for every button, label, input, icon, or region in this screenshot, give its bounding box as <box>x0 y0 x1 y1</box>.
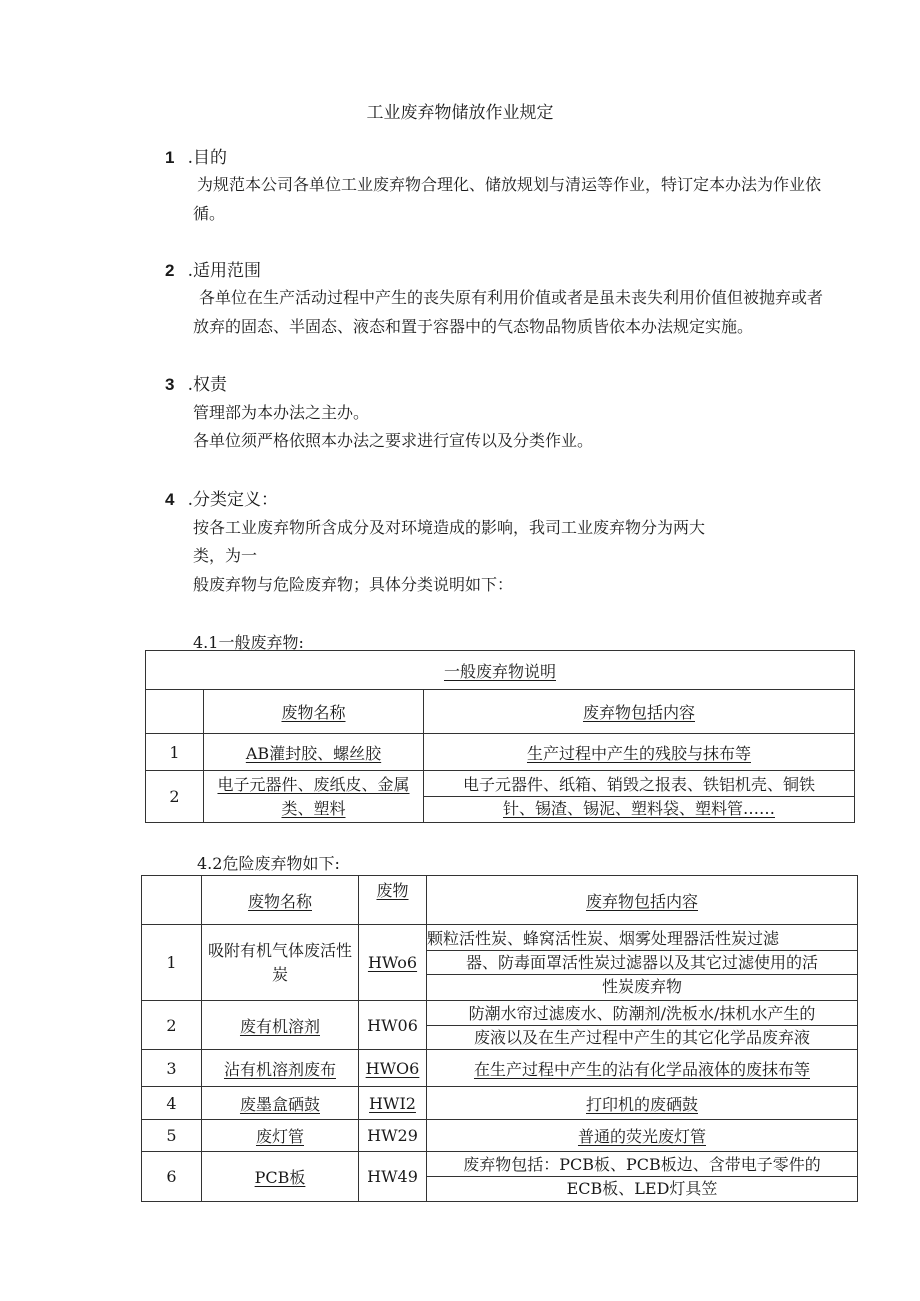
waste-name-cell <box>202 1152 359 1202</box>
waste-content-cell <box>424 771 855 823</box>
waste-name: 废灯管 <box>255 1127 304 1146</box>
table-row <box>142 1152 858 1202</box>
waste-name-cell <box>204 734 424 771</box>
paragraph-line: 各单位在生产活动过程中产生的丧失原有利用价值或者是虽未丧失利用价值但被抛弃或者 <box>199 288 824 307</box>
waste-name: 炭 <box>271 964 288 984</box>
table-row <box>142 1120 858 1152</box>
waste-content-cell <box>427 1050 858 1087</box>
section-title: .分类定义： <box>187 490 278 510</box>
table-header-row <box>142 876 858 925</box>
paragraph-line: 各单位须严格依照本办法之要求进行宣传以及分类作业。 <box>193 431 594 450</box>
waste-code <box>359 1050 427 1087</box>
waste-content: 普通的荧光废灯管 <box>577 1127 706 1146</box>
waste-content: 防潮水帘过滤废水、防潮剂/洗板水/抹机水产生的 <box>427 1002 857 1026</box>
table-row <box>146 771 855 823</box>
waste-content: 打印机的废硒鼓 <box>585 1094 698 1114</box>
hazardous-waste-label: 4.2危险废弃物如下: <box>197 854 340 873</box>
waste-content: 废弃物包括：PCB板、PCB板边、含带电子零件的 <box>427 1153 857 1177</box>
general-waste-table <box>145 650 855 823</box>
caption-text: 一般废弃物说明 <box>443 661 556 681</box>
paragraph-line: 为规范本公司各单位工业废弃物合理化、储放规划与清运等作业，特订定本办法为作业依 <box>197 175 822 194</box>
section-1-heading <box>165 143 227 168</box>
header-cell <box>359 876 427 925</box>
waste-content: 在生产过程中产生的沾有化学品液体的废抹布等 <box>473 1059 810 1079</box>
paragraph-line: 放弃的固态、半固态、液态和置于容器中的气态物品物质皆依本办法规定实施。 <box>193 317 754 336</box>
row-number: 4 <box>142 1087 202 1120</box>
waste-content: 颗粒活性炭、蜂窝活性炭、烟雾处理器活性炭过滤 <box>427 927 857 951</box>
waste-name-cell <box>202 1087 359 1120</box>
waste-name-cell <box>202 925 359 1001</box>
waste-code: HW49 <box>359 1152 427 1202</box>
waste-content-cell <box>427 1152 858 1202</box>
waste-name: 废墨盒硒鼓 <box>239 1094 320 1114</box>
row-number: 1 <box>142 925 202 1001</box>
code-text: HWO6 <box>365 1058 420 1078</box>
header-cell <box>146 690 204 734</box>
paragraph-line: 循。 <box>193 204 226 223</box>
table-row <box>142 925 858 1001</box>
waste-name: AB灌封胶、螺丝胶 <box>245 743 382 763</box>
header-cell <box>202 876 359 925</box>
table-row <box>142 1050 858 1087</box>
table-row <box>146 734 855 771</box>
section-title: .目的 <box>187 148 227 168</box>
section-4-heading <box>165 485 278 510</box>
waste-name-cell <box>204 771 424 823</box>
header-name: 废物名称 <box>247 891 312 911</box>
waste-name-cell <box>202 1050 359 1087</box>
paragraph-line: 管理部为本办法之主办。 <box>193 403 370 422</box>
paragraph-line: 般废弃物与危险废弃物；具体分类说明如下： <box>193 575 514 594</box>
paragraph-line: 按各工业废弃物所含成分及对环境造成的影响，我司工业废弃物分为两大 <box>193 518 706 537</box>
waste-content: 电子元器件、纸箱、销毁之报表、铁铝机壳、铜铁 <box>424 773 854 797</box>
row-number: 1 <box>146 734 204 771</box>
table-row <box>142 1001 858 1050</box>
header-name: 废物名称 <box>281 703 346 722</box>
header-code: 废物 <box>376 881 409 900</box>
section-number: 4 <box>165 490 175 509</box>
section-3-heading <box>165 370 227 395</box>
code-text: HWI2 <box>369 1093 416 1113</box>
row-number: 2 <box>142 1001 202 1050</box>
section-title: .适用范围 <box>187 261 261 281</box>
row-number: 2 <box>146 771 204 823</box>
waste-code: HW06 <box>359 1001 427 1050</box>
waste-content-cell <box>427 1001 858 1050</box>
waste-content-cell <box>427 925 858 1001</box>
waste-content: 生产过程中产生的残胶与抹布等 <box>526 743 751 763</box>
waste-name: 吸附有机气体废活性 <box>207 940 352 960</box>
header-cell <box>427 876 858 925</box>
paragraph-line: 类，为一 <box>193 546 258 565</box>
waste-content: ECB板、LED灯具笠 <box>566 1179 718 1198</box>
table-caption <box>146 651 855 690</box>
section-2-heading <box>165 256 261 281</box>
row-number: 6 <box>142 1152 202 1202</box>
waste-name: PCB板 <box>254 1168 306 1187</box>
waste-name-cell <box>202 1001 359 1050</box>
section-number: 2 <box>165 261 175 280</box>
header-cell <box>204 690 424 734</box>
waste-name: 电子元器件、废纸皮、金属 <box>217 774 410 794</box>
table-header-row <box>146 690 855 734</box>
row-number: 3 <box>142 1050 202 1087</box>
waste-content-cell <box>427 1120 858 1152</box>
section-number: 1 <box>165 148 175 167</box>
header-content: 废弃物包括内容 <box>582 703 695 722</box>
row-number: 5 <box>142 1120 202 1152</box>
header-content: 废弃物包括内容 <box>585 891 698 911</box>
waste-code <box>359 1087 427 1120</box>
waste-content-cell <box>424 734 855 771</box>
waste-code <box>359 925 427 1001</box>
waste-content: 性炭废弃物 <box>601 977 682 996</box>
waste-name: 沾有机溶剂废布 <box>223 1059 336 1079</box>
waste-content: 器、防毒面罩活性炭过滤器以及其它过滤使用的活 <box>427 951 857 975</box>
waste-name: 废有机溶剂 <box>239 1016 320 1036</box>
waste-name-cell <box>202 1120 359 1152</box>
section-number: 3 <box>165 375 175 394</box>
waste-code: HW29 <box>359 1120 427 1152</box>
waste-name: 类、塑料 <box>281 798 346 818</box>
waste-content: 针、锡渣、锡泥、塑料袋、塑料管…… <box>502 799 775 818</box>
waste-content-cell <box>427 1087 858 1120</box>
header-cell <box>142 876 202 925</box>
table-caption-row <box>146 651 855 690</box>
hazardous-waste-table <box>141 875 858 1202</box>
general-waste-label: 4.1一般废弃物: <box>193 633 304 652</box>
section-title: .权责 <box>187 375 227 395</box>
page-title: 工业废弃物储放作业规定 <box>366 103 554 123</box>
code-text: HWo6 <box>367 953 418 972</box>
header-cell <box>424 690 855 734</box>
table-row <box>142 1087 858 1120</box>
waste-content: 废液以及在生产过程中产生的其它化学品废弃液 <box>473 1027 810 1047</box>
